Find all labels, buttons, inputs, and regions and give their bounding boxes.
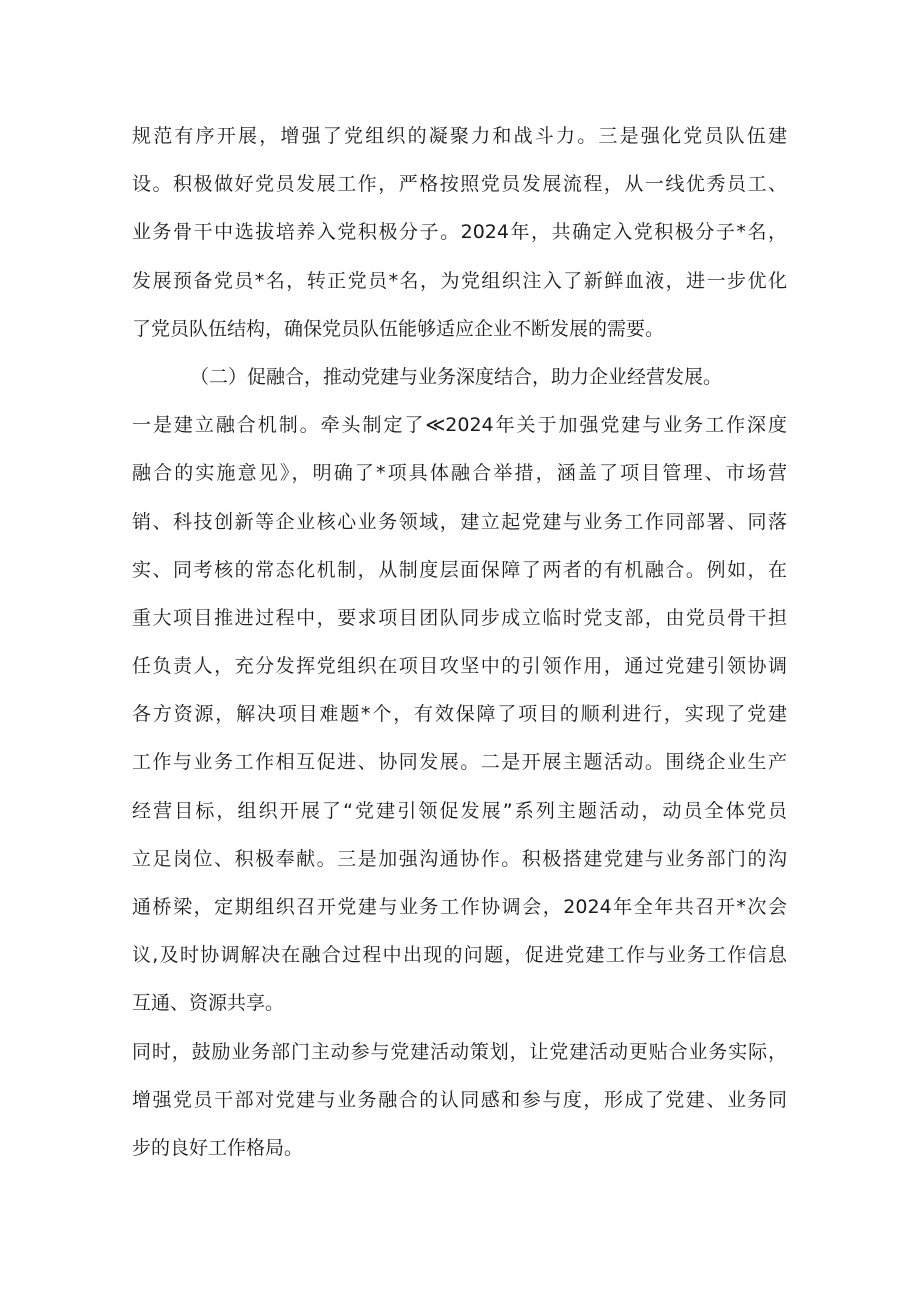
text-line: 一是建立融合机制。牵头制定了≪2024年关于加强党建与业务工作深度 (132, 414, 787, 437)
text-line: 规范有序开展，增强了党组织的凝聚力和战斗力。三是强化党员队伍建 (132, 125, 787, 147)
text-line: 同时，鼓励业务部门主动参与党建活动策划，让党建活动更贴合业务实际， (132, 1040, 787, 1063)
text-line: 通桥梁，定期组织召开党建与业务工作协调会，2024年全年共召开*次会 (132, 896, 787, 918)
text-line: 工作与业务工作相互促进、协同发展。二是开展主题活动。围绕企业生产 (132, 751, 787, 774)
document-body (132, 112, 787, 1172)
text-line: （二）促融合，推动党建与业务深度结合，助力企业经营发展。 (190, 365, 723, 388)
text-line: 销、科技创新等企业核心业务领域，建立起党建与业务工作同部署、同落 (132, 510, 787, 533)
text-line: 融合的实施意见》，明确了*项具体融合举措，涵盖了项目管理、市场营 (132, 462, 787, 485)
text-line: 经营目标，组织开展了“党建引领促发展”系列主题活动，动员全体党员 (132, 799, 787, 822)
text-line: 发展预备党员*名，转正党员*名，为党组织注入了新鲜血液，进一步优化 (132, 269, 787, 292)
text-line: 增强党员干部对党建与业务融合的认同感和参与度，形成了党建、业务同 (132, 1088, 787, 1111)
text-line: 任负责人，充分发挥党组织在项目攻坚中的引领作用，通过党建引领协调 (132, 655, 787, 678)
text-line: 业务骨干中选拔培养入党积极分子。2024年，共确定入党积极分子*名， (132, 221, 787, 244)
text-line: 议,及时协调解决在融合过程中出现的问题，促进党建工作与业务工作信息 (132, 944, 787, 967)
text-line: 了党员队伍结构，确保党员队伍能够适应企业不断发展的需要。 (132, 317, 665, 340)
text-line: 实、同考核的常态化机制，从制度层面保障了两者的有机融合。例如，在 (132, 558, 787, 581)
text-line: 互通、资源共享。 (132, 992, 285, 1015)
text-line: 步的良好工作格局。 (132, 1136, 304, 1159)
text-line: 重大项目推进过程中，要求项目团队同步成立临时党支部，由党员骨干担 (132, 606, 787, 629)
text-line: 立足岗位、积极奉献。三是加强沟通协作。积极搭建党建与业务部门的沟 (132, 847, 787, 870)
text-line: 各方资源，解决项目难题*个，有效保障了项目的顺利进行，实现了党建 (132, 703, 787, 726)
text-line: 设。积极做好党员发展工作，严格按照党员发展流程，从一线优秀员工、 (132, 173, 787, 196)
